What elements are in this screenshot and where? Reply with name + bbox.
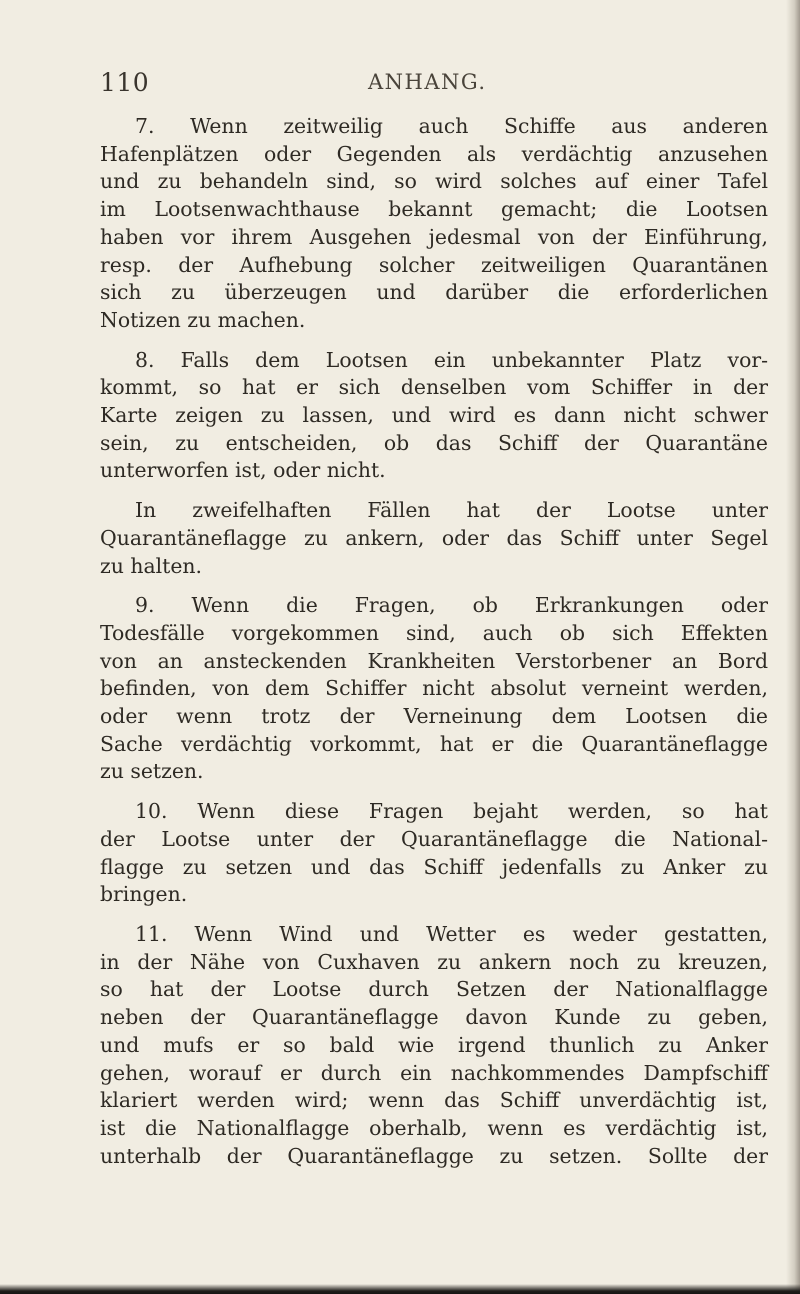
text-line: Karte zeigen zu lassen, und wird es dann nicht schwer xyxy=(100,403,768,428)
text-line: zu setzen. xyxy=(100,759,204,784)
text-line: befinden, von dem Schiffer nicht absolut verneint werden, xyxy=(100,676,768,701)
text-line: 7. Wenn zeitweilig auch Schiffe aus anderen xyxy=(135,114,768,138)
text-line: haben vor ihrem Ausgehen jedesmal von der Einführung, xyxy=(100,224,768,249)
text-line: oder wenn trotz der Verneinung dem Lootsen die xyxy=(100,704,768,729)
text-line: unterhalb der Quarantäneflagge zu setzen. Sollte der xyxy=(100,1143,768,1168)
text-line: gehen, worauf er durch ein nachkommendes Dampfschiff xyxy=(100,1060,768,1085)
text-line: 9. Wenn die Fragen, ob Erkrankungen oder xyxy=(135,593,768,618)
text-line: 10. Wenn diese Fragen bejaht werden, so hat xyxy=(135,799,768,824)
page-edge-shadow xyxy=(786,0,800,1294)
text-line: so hat der Lootse durch Setzen der Nationalflagge xyxy=(100,977,768,1002)
text-line: flagge zu setzen und das Schiff jedenfalls zu Anker zu xyxy=(100,854,768,879)
running-head: ANHANG. xyxy=(368,70,487,94)
text-line: Todesfälle vorgekommen sind, auch ob sich Effekten xyxy=(100,620,768,645)
text-line: im Lootsenwachthause bekannt gemacht; die Lootsen xyxy=(100,197,768,222)
page-bottom-edge xyxy=(0,1284,800,1294)
text-line: bringen. xyxy=(100,882,188,907)
text-line: resp. der Aufhebung solcher zeitweiligen Quarantänen xyxy=(100,252,768,277)
text-line: sein, zu entscheiden, ob das Schiff der Quarantäne xyxy=(100,430,768,455)
text-line: und mufs er so bald wie irgend thunlich zu Anker xyxy=(100,1032,768,1057)
text-line: unterworfen ist, oder nicht. xyxy=(100,458,386,483)
text-line: und zu behandeln sind, so wird solches auf einer Tafel xyxy=(100,169,768,194)
paragraph xyxy=(100,592,768,786)
paragraph xyxy=(100,347,768,486)
text-line: 8. Falls dem Lootsen ein unbekannter Platz vor- xyxy=(135,347,768,372)
text-line: Quarantäneflagge zu ankern, oder das Schiff unter Segel xyxy=(100,525,768,550)
paragraph xyxy=(100,113,768,335)
text-line: der Lootse unter der Quarantäneflagge die National- xyxy=(100,826,768,851)
text-line: von an ansteckenden Krankheiten Verstorbener an Bord xyxy=(100,648,768,673)
text-line: kommt, so hat er sich denselben vom Schiffer in der xyxy=(100,375,768,400)
text-line: In zweifelhaften Fällen hat der Lootse unter xyxy=(135,498,768,523)
text-line: klariert werden wird; wenn das Schiff unverdächtig ist, xyxy=(100,1088,768,1113)
page-number: 110 xyxy=(100,68,150,97)
text-line: Notizen zu machen. xyxy=(100,307,306,332)
paragraph xyxy=(100,497,768,580)
paragraph xyxy=(100,921,768,1170)
text-line: 11. Wenn Wind und Wetter es weder gestatten, xyxy=(135,921,768,946)
body-text xyxy=(100,113,768,1182)
text-line: Hafenplätzen oder Gegenden als verdächtig anzusehen xyxy=(100,141,768,166)
paragraph xyxy=(100,798,768,909)
text-line: ist die Nationalflagge oberhalb, wenn es verdächtig ist, xyxy=(100,1115,768,1140)
text-line: in der Nähe von Cuxhaven zu ankern noch zu kreuzen, xyxy=(100,949,768,974)
page-header xyxy=(100,68,770,102)
text-line: neben der Quarantäneflagge davon Kunde zu geben, xyxy=(100,1005,768,1030)
text-line: sich zu überzeugen und darüber die erforderlichen xyxy=(100,280,768,305)
text-line: Sache verdächtig vorkommt, hat er die Quarantäneflagge xyxy=(100,731,768,756)
text-line: zu halten. xyxy=(100,553,203,578)
